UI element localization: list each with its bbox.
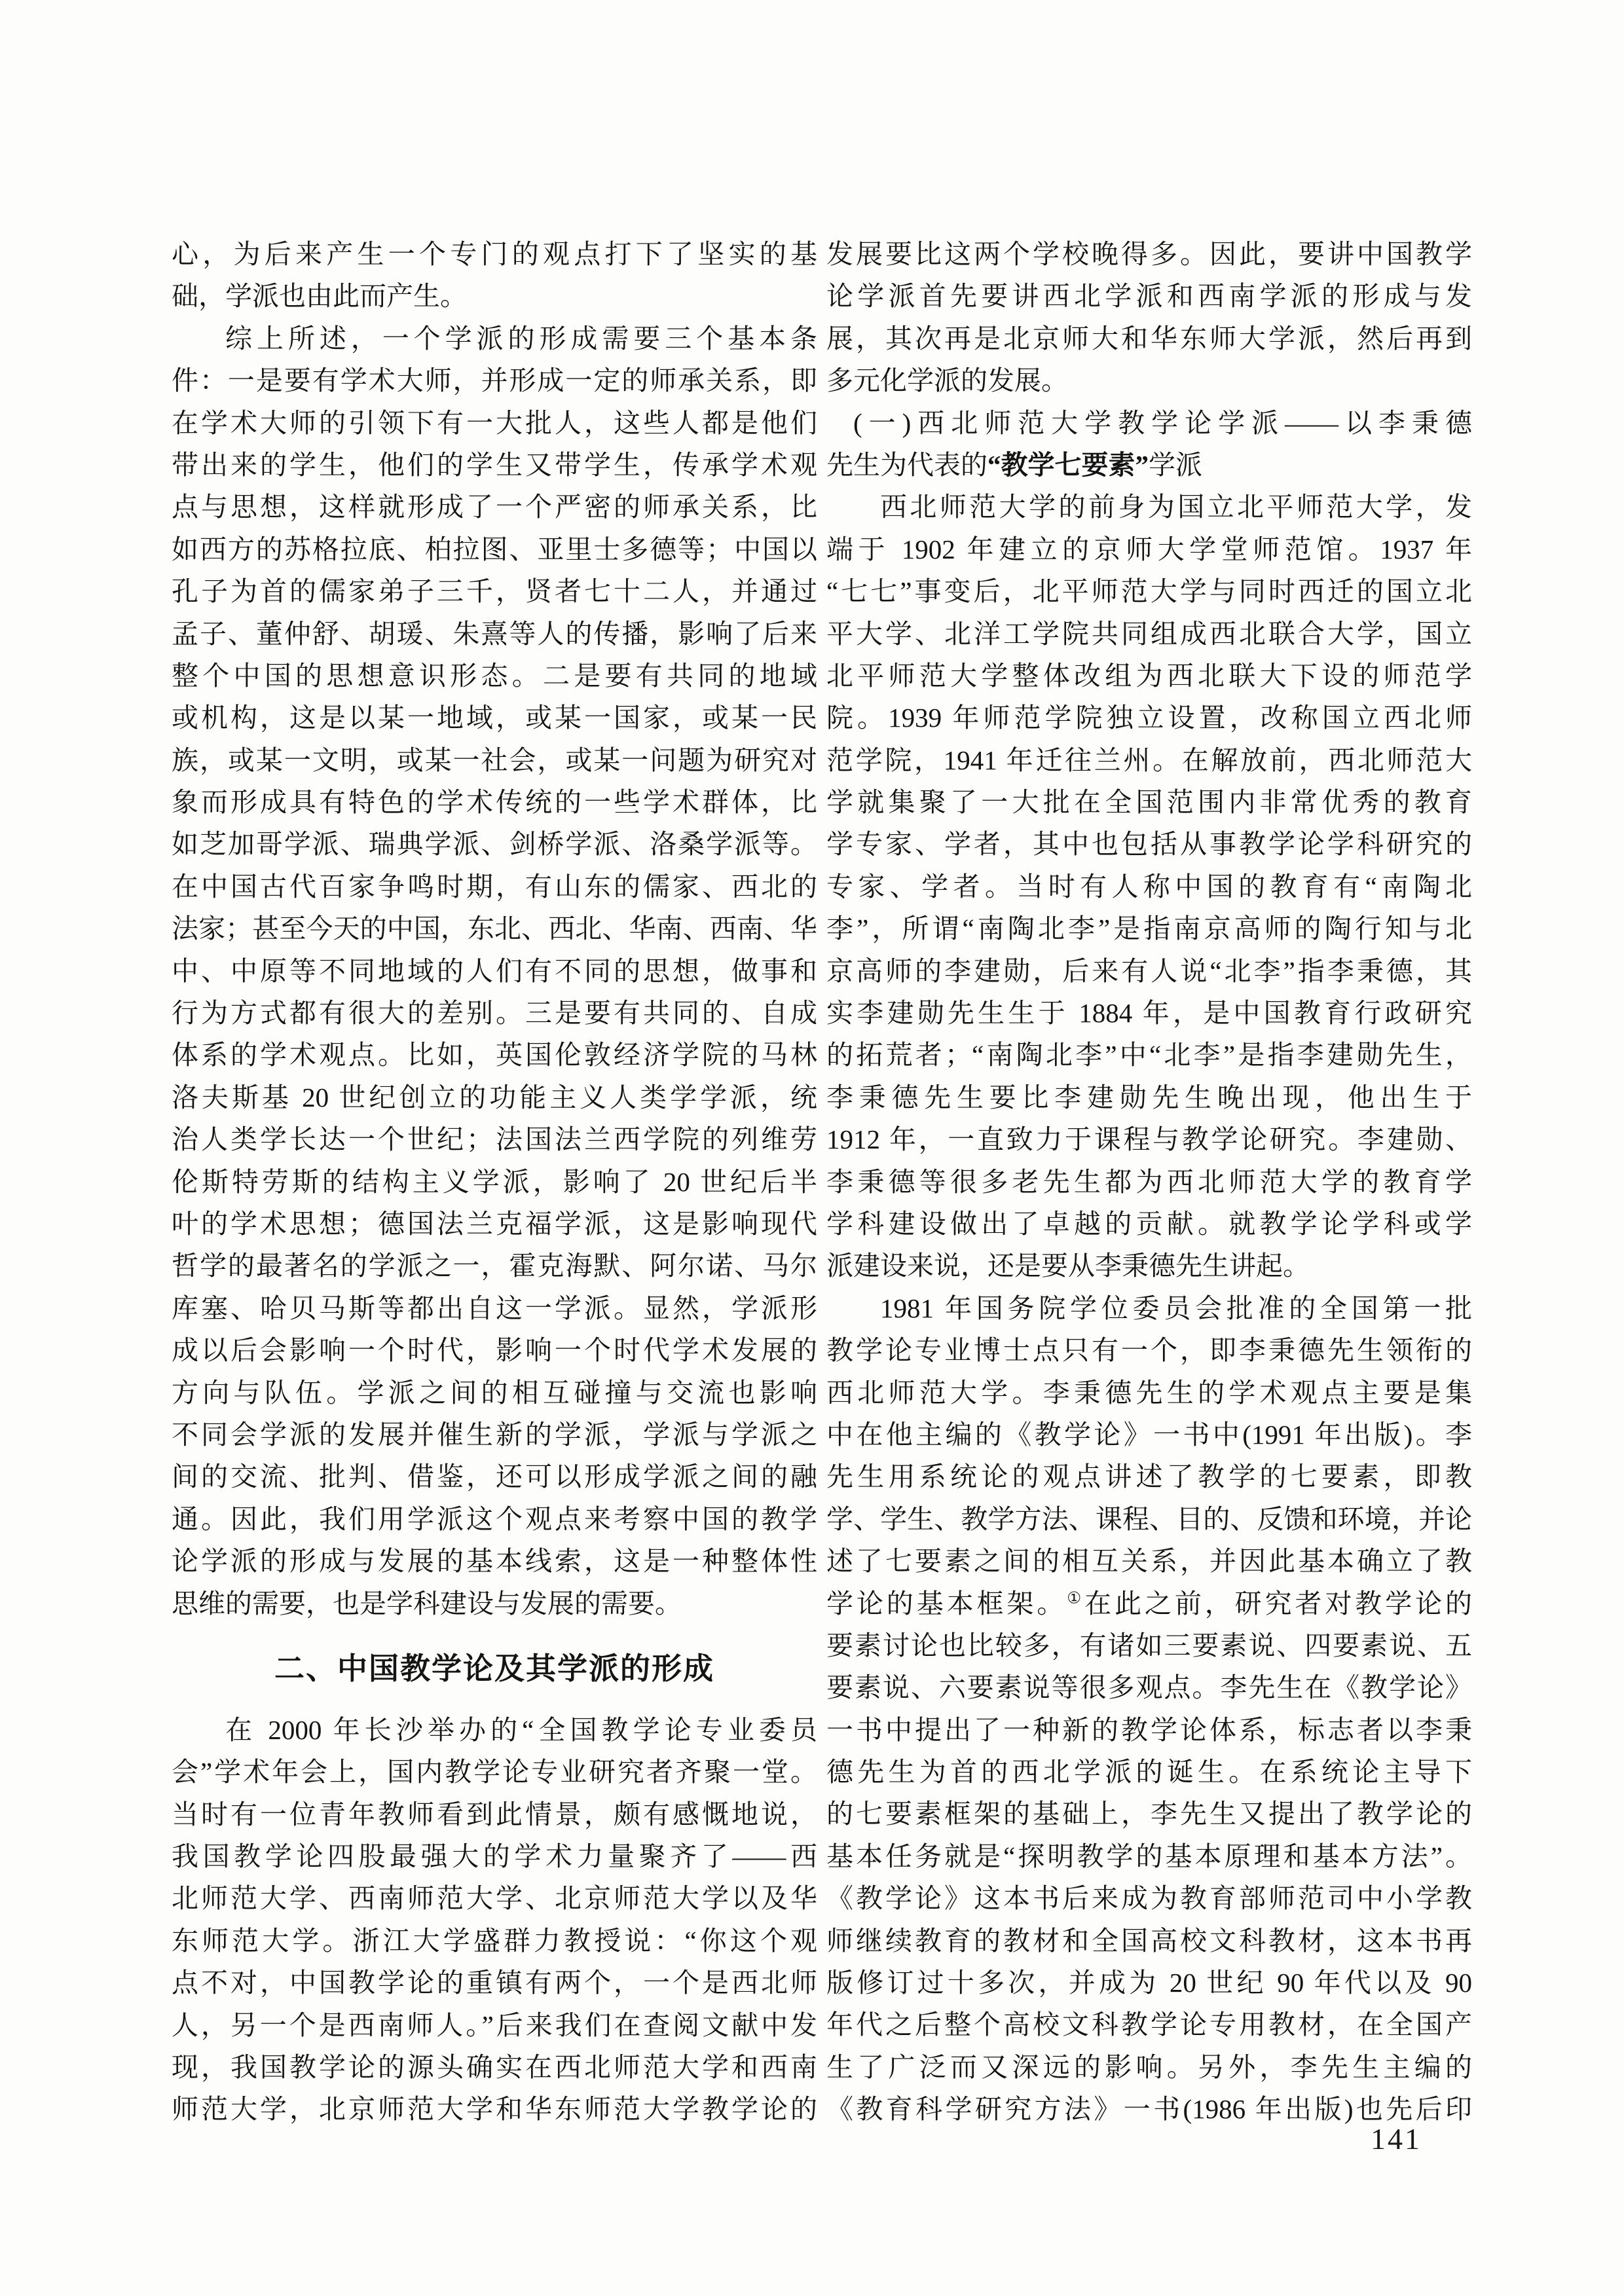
footnote-marker: ① <box>1067 1588 1085 1607</box>
text-line: 不同会学派的发展并催生新的学派，学派与学派之 <box>172 1419 817 1450</box>
text-line: 专家、学者。当时有人称中国的教育有“南陶北 <box>826 871 1472 902</box>
text-line: 如西方的苏格拉底、柏拉图、亚里士多德等；中国以 <box>172 534 817 564</box>
text-line: 行为方式都有很大的差别。三是要有共同的、自成 <box>172 998 817 1029</box>
text-line: 师继续教育的教材和全国高校文科教材，这本书再 <box>826 1925 1472 1956</box>
text-line: 伦斯特劳斯的结构主义学派，影响了 20 世纪后半 <box>172 1166 817 1197</box>
text-line: 如芝加哥学派、瑞典学派、剑桥学派、洛桑学派等。 <box>172 829 817 860</box>
text-line: 学就集聚了一大批在全国范围内非常优秀的教育 <box>826 787 1472 818</box>
text-line: 方向与队伍。学派之间的相互碰撞与交流也影响 <box>172 1377 817 1408</box>
text-line: 会”学术年会上，国内教学论专业研究者齐聚一堂。 <box>172 1757 817 1788</box>
text-line: 的七要素框架的基础上，李先生又提出了教学论的 <box>826 1799 1472 1829</box>
text-line: 教学论专业博士点只有一个，即李秉德先生领衔的 <box>826 1335 1472 1366</box>
text-line: 院。1939 年师范学院独立设置，改称国立西北师 <box>826 703 1472 733</box>
text-line: 京高师的李建勋，后来有人说“北李”指李秉德，其 <box>826 955 1472 986</box>
text-line: 当时有一位青年教师看到此情景，颇有感慨地说， <box>172 1799 817 1829</box>
text-line: 年代之后整个高校文科教学论专用教材，在全国产 <box>826 2010 1472 2040</box>
text-line: 综上所述，一个学派的形成需要三个基本条 <box>225 323 817 354</box>
text-line: 法家；甚至今天的中国，东北、西北、华南、西南、华 <box>172 913 817 944</box>
text-line: 础，学派也由此而产生。 <box>172 281 467 312</box>
text-line: 现，我国教学论的源头确实在西北师范大学和西南 <box>172 2052 817 2083</box>
text-line: 西北师范大学。李秉德先生的学术观点主要是集 <box>826 1377 1472 1408</box>
text-line: 发展要比这两个学校晚得多。因此，要讲中国教学 <box>826 239 1472 269</box>
text-line: 孟子、董仲舒、胡瑗、朱熹等人的传播，影响了后来 <box>172 618 817 649</box>
text-line: 德先生为首的西北学派的诞生。在系统论主导下 <box>826 1757 1472 1788</box>
text-line: 1981 年国务院学位委员会批准的全国第一批 <box>880 1293 1472 1323</box>
text-line: 实李建勋先生生于 1884 年，是中国教育行政研究 <box>826 998 1472 1029</box>
text-line: 《教学论》这本书后来成为教育部师范司中小学教 <box>826 1883 1472 1914</box>
text-line: 端于 1902 年建立的京师大学堂师范馆。1937 年 <box>826 534 1472 564</box>
text-line: 体系的学术观点。比如，英国伦敦经济学院的马林 <box>172 1040 817 1071</box>
text-line: 整个中国的思想意识形态。二是要有共同的地域 <box>172 660 817 691</box>
left-column <box>172 233 817 2131</box>
text-line: 族，或某一文明，或某一社会，或某一问题为研究对 <box>172 744 817 775</box>
text-line: 《教育科学研究方法》一书(1986 年出版)也先后印 <box>826 2094 1472 2125</box>
text-line: 论学派首先要讲西北学派和西南学派的形成与发 <box>826 281 1472 312</box>
text-line: 件：一是要有学术大师，并形成一定的师承关系，即 <box>172 365 817 396</box>
text-line: 我国教学论四股最强大的学术力量聚齐了——西 <box>172 1841 817 1872</box>
text-line: 展，其次再是北京师大和华东师大学派，然后再到 <box>826 323 1472 354</box>
text-line: 生了广泛而又深远的影响。另外，李先生主编的 <box>826 2051 1472 2082</box>
text-line: 在学术大师的引领下有一大批人，这些人都是他们 <box>172 407 817 438</box>
text-line: 北师范大学、西南师范大学、北京师范大学以及华 <box>172 1883 817 1914</box>
text-line: 东师范大学。浙江大学盛群力教授说：“你这个观 <box>172 1925 817 1956</box>
text-line: 中在他主编的《教学论》一书中(1991 年出版)。李 <box>826 1419 1472 1450</box>
section-heading: 二、中国教学论及其学派的形成 <box>274 1652 714 1686</box>
text-line: 李秉德等很多老先生都为西北师范大学的教育学 <box>826 1166 1472 1197</box>
text-line: 的拓荒者；“南陶北李”中“北李”是指李建勋先生， <box>826 1040 1472 1071</box>
text-line: 范学院，1941 年迁往兰州。在解放前，西北师范大 <box>826 744 1472 775</box>
right-column <box>826 233 1472 2131</box>
text-line: 李秉德先生要比李建勋先生晚出现，他出生于 <box>826 1082 1472 1112</box>
text-line: 通。因此，我们用学派这个观点来考察中国的教学 <box>172 1503 817 1534</box>
text-line: 思维的需要，也是学科建设与发展的需要。 <box>172 1588 682 1619</box>
text-line: 点与思想，这样就形成了一个严密的师承关系，比 <box>172 492 817 523</box>
page-number: 141 <box>1371 2122 1422 2156</box>
text-line: 北平师范大学整体改组为西北联大下设的师范学 <box>826 660 1472 691</box>
text-line: 叶的学术思想；德国法兰克福学派，这是影响现代 <box>172 1208 817 1239</box>
subsection-heading-line: (一)西北师范大学教学论学派——以李秉德 <box>853 407 1472 438</box>
text-line: 在中国古代百家争鸣时期，有山东的儒家、西北的 <box>172 871 817 902</box>
text-line: 基本任务就是“探明教学的基本原理和基本方法”。 <box>826 1841 1472 1871</box>
text-line: 在 2000 年长沙举办的“全国教学论专业委员 <box>225 1714 817 1745</box>
text-line: 洛夫斯基 20 世纪创立的功能主义人类学学派，统 <box>172 1082 817 1112</box>
text-line: 学专家、学者，其中也包括从事教学论学科研究的 <box>826 829 1472 860</box>
text-line: 治人类学长达一个世纪；法国法兰西学院的列维劳 <box>172 1124 817 1155</box>
text-line: 论学派的形成与发展的基本线索，这是一种整体性 <box>172 1546 817 1577</box>
text-line: 要素说、六要素说等很多观点。李先生在《教学论》 <box>826 1672 1472 1703</box>
text-line: 成以后会影响一个时代，影响一个时代学术发展的 <box>172 1335 817 1366</box>
text-line: 人，另一个是西南师人。”后来我们在查阅文献中发 <box>172 2010 817 2040</box>
text-line: 学、学生、教学方法、课程、目的、反馈和环境，并论 <box>826 1503 1472 1534</box>
text-line: 派建设来说，还是要从李秉德先生讲起。 <box>826 1251 1310 1281</box>
text-line: 1912 年，一直致力于课程与教学论研究。李建勋、 <box>826 1124 1472 1155</box>
text-line: 版修订过十多次，并成为 20 世纪 90 年代以及 90 <box>826 1968 1472 1998</box>
text-line: 学科建设做出了卓越的贡献。就教学论学科或学 <box>826 1208 1472 1239</box>
text-line: 或机构，这是以某一地域，或某一国家，或某一民 <box>172 703 817 733</box>
text-line: 心，为后来产生一个专门的观点打下了坚实的基 <box>172 239 817 269</box>
text-line: 间的交流、批判、借鉴，还可以形成学派之间的融 <box>172 1461 817 1492</box>
text-line: 象而形成具有特色的学术传统的一些学术群体，比 <box>172 787 817 818</box>
text-line: 平大学、北洋工学院共同组成西北联合大学，国立 <box>826 618 1472 649</box>
text-line: “七七”事变后，北平师范大学与同时西迁的国立北 <box>826 576 1472 607</box>
text-line: 师范大学，北京师范大学和华东师范大学教学论的 <box>172 2094 817 2125</box>
text-line: 要素讨论也比较多，有诸如三要素说、四要素说、五 <box>826 1630 1472 1661</box>
text-line: 先生用系统论的观点讲述了教学的七要素，即教 <box>826 1461 1472 1492</box>
text-line: 中、中原等不同地域的人们有不同的思想，做事和 <box>172 955 817 986</box>
text-line: 西北师范大学的前身为国立北平师范大学，发 <box>880 492 1472 523</box>
text-line: 库塞、哈贝马斯等都出自这一学派。显然，学派形 <box>172 1293 817 1323</box>
text-line: 孔子为首的儒家弟子三千，贤者七十二人，并通过 <box>172 576 817 607</box>
text-line: 述了七要素之间的相互关系，并因此基本确立了教 <box>826 1546 1472 1577</box>
subsection-heading-line: 先生为代表的“教学七要素”学派 <box>826 449 1202 480</box>
text-line: 哲学的最著名的学派之一，霍克海默、阿尔诺、马尔 <box>172 1251 817 1281</box>
text-line: 点不对，中国教学论的重镇有两个，一个是西北师 <box>172 1968 817 1998</box>
text-line: 学论的基本框架。①在此之前，研究者对教学论的 <box>826 1588 1472 1619</box>
text-line: 带出来的学生，他们的学生又带学生，传承学术观 <box>172 449 817 480</box>
text-line: 李”，所谓“南陶北李”是指南京高师的陶行知与北 <box>826 913 1472 944</box>
text-line: 多元化学派的发展。 <box>826 365 1068 396</box>
text-line: 一书中提出了一种新的教学论体系，标志者以李秉 <box>826 1714 1472 1745</box>
